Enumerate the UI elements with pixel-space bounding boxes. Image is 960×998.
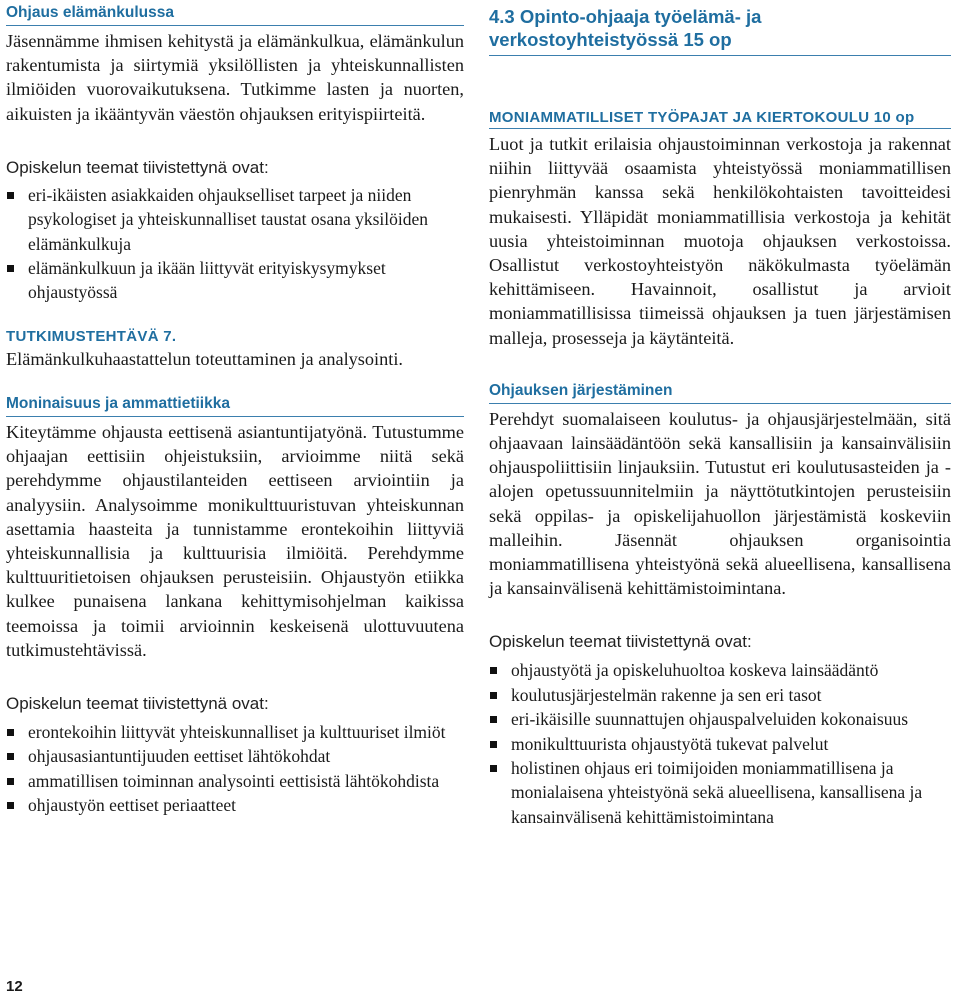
section-heading-diversity-ethics: Moninaisuus ja ammattietiikka: [6, 393, 464, 417]
list-item: ohjaustyötä ja opiskeluhuoltoa koskeva lainsäädäntö: [489, 658, 951, 682]
bullet-icon: [7, 753, 14, 760]
list-item: monikulttuurista ohjaustyötä tukevat palvelut: [489, 732, 951, 756]
workshops-paragraph: Luot ja tutkit erilaisia ohjaustoiminnan verkostoja ja rakennat niihin liittyvää osaamista yhteistyössä moniammatillisen pienryhmän kanssa sekä henkilökohtaisten tavoitteidesi mukaisesti. Ylläpidät moniammatillisia verkostoja ja kehität uusia yhteistoiminnan muotoja ohjauksen verkostoissa. Osallistut verkostoyhteistyön näkökulmasta työelämän kehittämiseen. Havainnoit, osallistut ja arvioit moniammatillisissa tiimeissä ohjauksen ja tuen järjestämisen malleja, prosesseja ja käytänteitä.: [489, 134, 951, 348]
right-column: [489, 0, 951, 829]
bullet-icon: [7, 265, 14, 272]
bullet-icon: [490, 765, 497, 772]
list-item: erontekoihin liittyvät yhteiskunnalliset ja kulttuuriset ilmiöt: [6, 720, 464, 744]
list-item: ohjaustyön eettiset periaatteet: [6, 793, 464, 817]
bullet-icon: [490, 716, 497, 723]
list-item: eri-ikäisille suunnattujen ohjauspalveluiden kokonaisuus: [489, 707, 951, 731]
research-task-heading: TUTKIMUSTEHTÄVÄ 7.: [6, 327, 177, 345]
diversity-ethics-paragraph: Kiteytämme ohjausta eettisenä asiantuntijatyönä. Tutustumme ohjaajan eettisiin ohjeistuksiin, arvioimme niitä sekä perehdymme ohjaustilanteiden eettiseen arviointiin ja analyysiin. Analysoimme monikulttuuristuvan yhteiskunnan asettamia haasteita ja tunnistamme erontekoihin liittyviä yhteiskunnallisia ja kulttuurisia ilmiöitä. Perehdymme kulttuuritietoisen ohjauksen perusteisiin. Ohjaustyön etiikka kulkee punaisena lankana kehittymisohjelman kaikissa teemoissa ja toimii arvioinnin keskeisenä ulottuvuutena tutkimustehtävissä.: [6, 422, 464, 660]
section-heading-workshops: MONIAMMATILLISET TYÖPAJAT JA KIERTOKOULU 10 op: [489, 108, 951, 129]
left-column: [6, 0, 464, 818]
list-item: eri-ikäisten asiakkaiden ohjaukselliset tarpeet ja niiden psykologiset ja yhteiskunnalliset taustat osana yksilöiden elämänkulkuja: [6, 183, 464, 256]
topics-intro-2: Opiskelun teemat tiivistettynä ovat:: [6, 694, 269, 714]
topics-intro-1: Opiskelun teemat tiivistettynä ovat:: [6, 157, 269, 177]
page-number: 12: [6, 978, 23, 995]
bullet-icon: [7, 778, 14, 785]
section-heading-life-course: Ohjaus elämänkulussa: [6, 2, 464, 26]
list-item: ohjausasiantuntijuuden eettiset lähtökohdat: [6, 744, 464, 768]
bullet-icon: [490, 741, 497, 748]
topics-intro-3: Opiskelun teemat tiivistettynä ovat:: [489, 632, 752, 652]
topics-list-2: [6, 720, 464, 818]
organizing-paragraph: Perehdyt suomalaiseen koulutus- ja ohjausjärjestelmään, sitä ohjaavaan lainsäädäntöön sekä kansallisiin ja kansainvälisiin ohjauspoliittisiin linjauksiin. Tutustut eri koulutusasteiden ja -alojen opetussuunnitelmiin ja näyttötutkintojen perusteisiin sekä oppilas- ja opiskelijahuollon järjestämistä koskeviin malleihin. Jäsennät ohjauksen organisointia moniammatillisena yhteistyönä sekä alueellisena, kansallisena ja kansainvälisenä kehittämistoimintana.: [489, 408, 951, 599]
bullet-icon: [7, 802, 14, 809]
bullet-icon: [490, 692, 497, 699]
research-task-text: Elämänkulkuhaastattelun toteuttaminen ja analysointi.: [6, 348, 404, 369]
list-item: elämänkulkuun ja ikään liittyvät erityiskysymykset ohjaustyössä: [6, 256, 464, 305]
chapter-heading: 4.3 Opinto-ohjaaja työelämä- ja verkostoyhteistyössä 15 op: [489, 0, 951, 56]
list-item: holistinen ohjaus eri toimijoiden moniammatillisena ja monialaisena yhteistyönä sekä alueellisena, kansallisena ja kansainvälisenä kehittämistoimintana: [489, 756, 951, 829]
bullet-icon: [490, 667, 497, 674]
topics-list-3: [489, 658, 951, 829]
list-item: koulutusjärjestelmän rakenne ja sen eri tasot: [489, 683, 951, 707]
bullet-icon: [7, 192, 14, 199]
section-heading-organizing: Ohjauksen järjestäminen: [489, 380, 951, 404]
list-item: ammatillisen toiminnan analysointi eettisistä lähtökohdista: [6, 769, 464, 793]
life-course-paragraph: Jäsennämme ihmisen kehitystä ja elämänkulkua, elämänkulun rakentumista ja siirtymiä yksilöllisten ja yhteiskunnallisten ilmiöiden vuorovaikutuksena. Tutkimme lasten ja nuorten, aikuisten ja ikääntyvän väestön ohjauksen erityispiirteitä.: [6, 31, 464, 124]
topics-list-1: [6, 183, 464, 305]
bullet-icon: [7, 729, 14, 736]
